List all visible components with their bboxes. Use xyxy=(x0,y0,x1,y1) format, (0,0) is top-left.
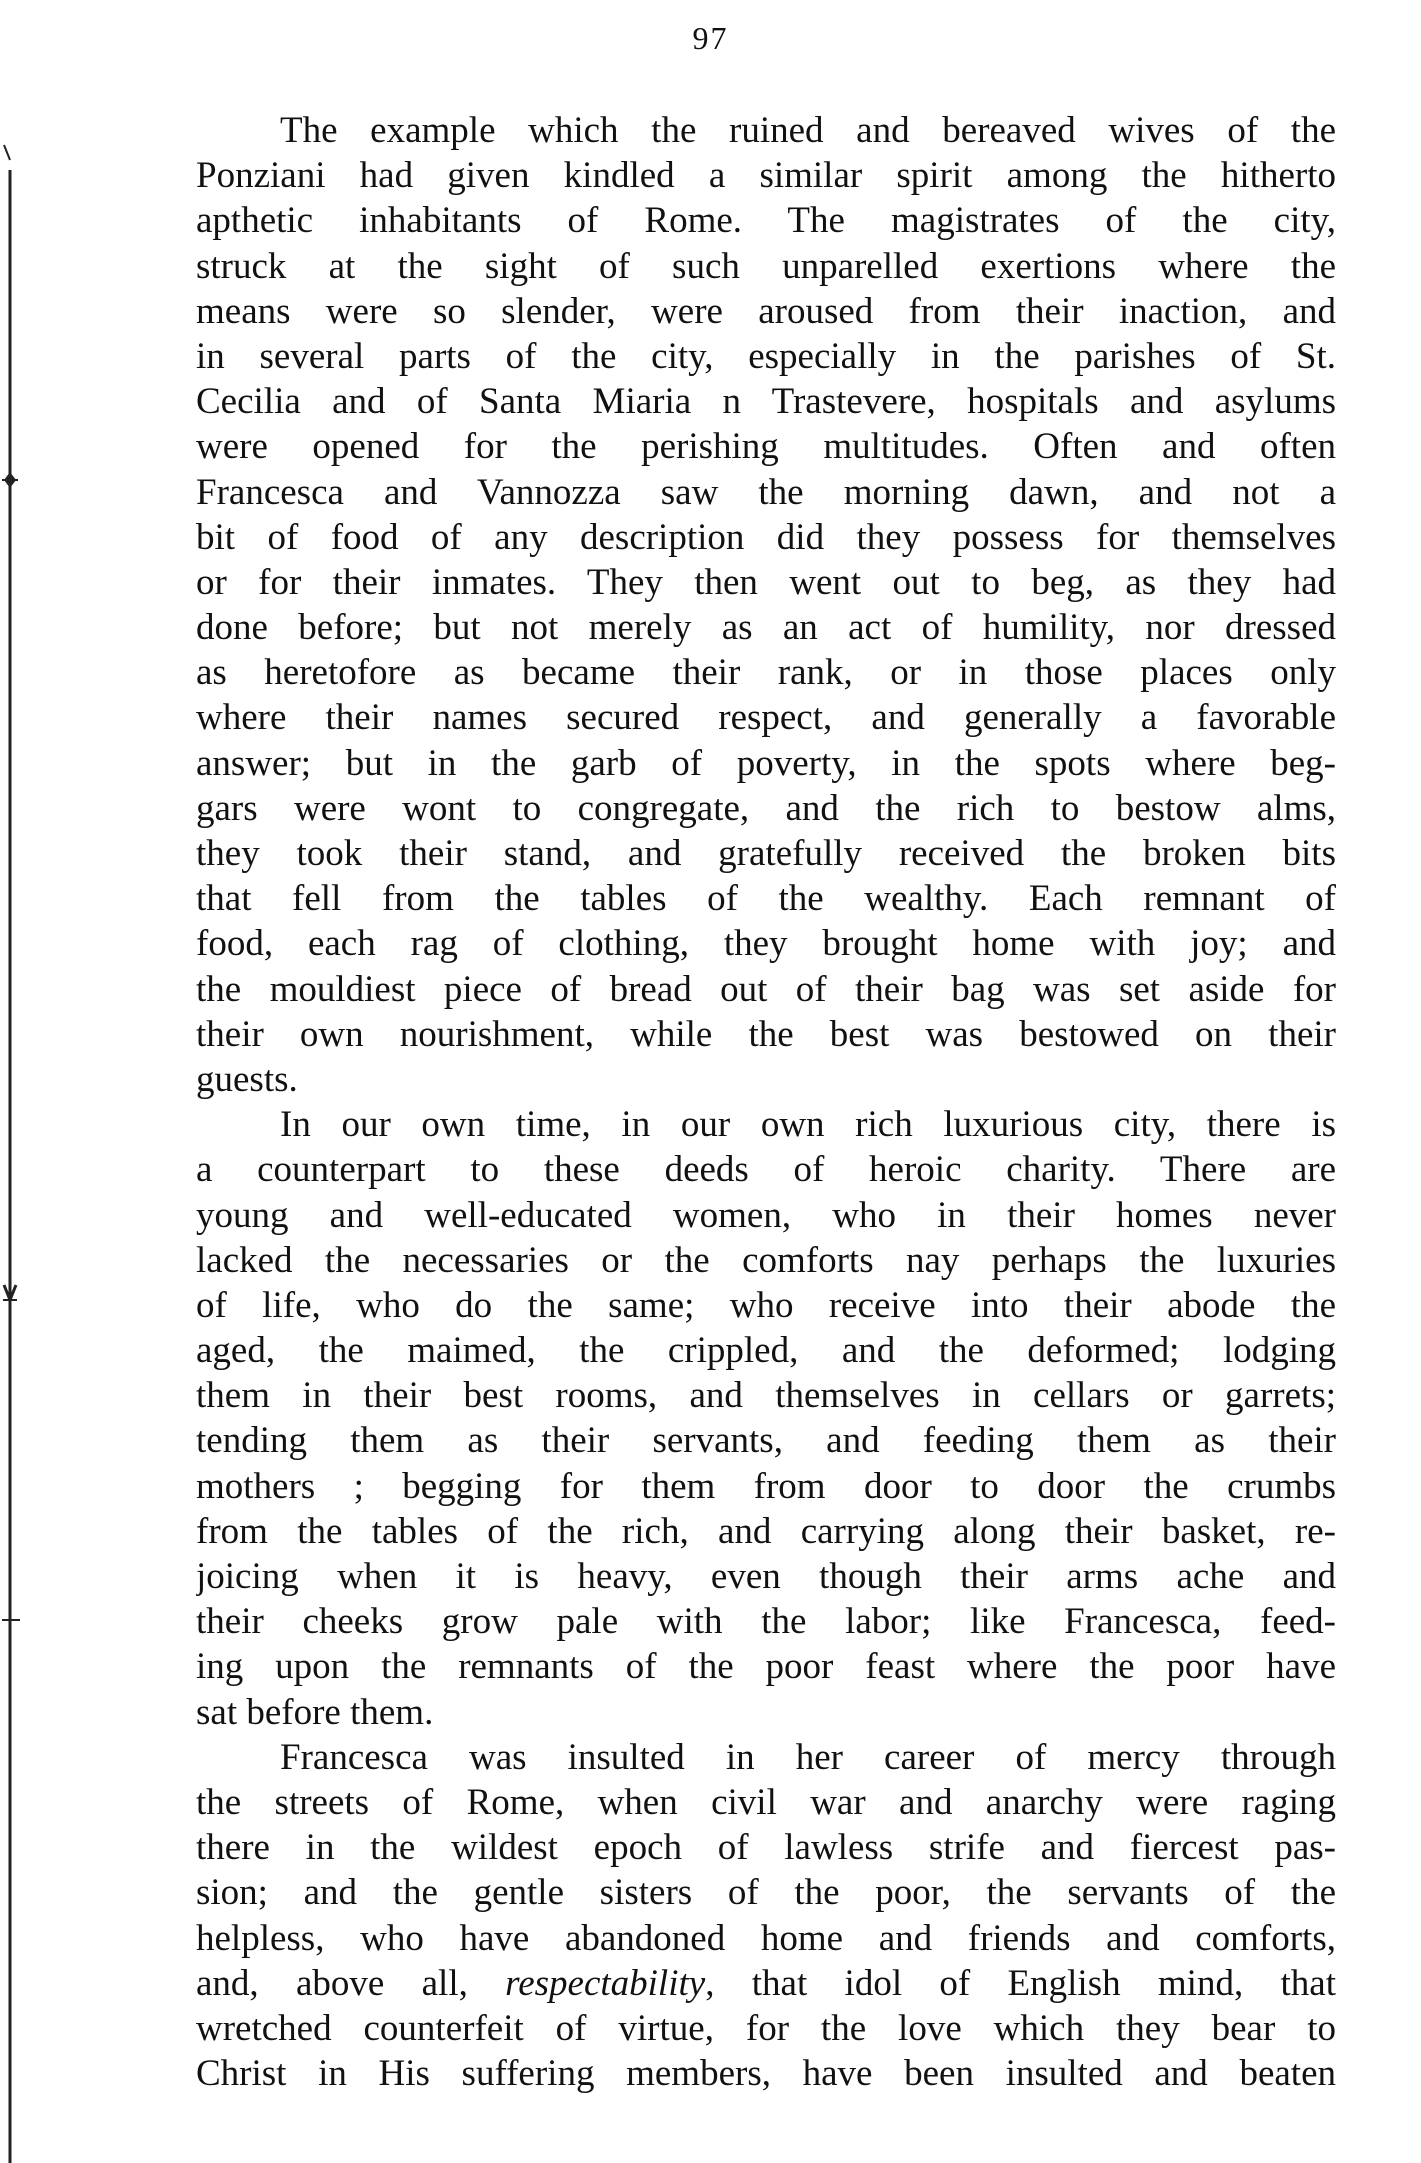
text-line-content: where their names secured respect, and generally a favorable xyxy=(196,697,1336,739)
text-line xyxy=(196,605,1336,650)
text-line xyxy=(196,515,1336,560)
text-line xyxy=(196,1283,1336,1328)
text-line xyxy=(196,1735,1336,1780)
text-line xyxy=(196,1012,1336,1057)
text-line-content: tending them as their servants, and feeding them as their xyxy=(196,1420,1336,1462)
text-line-content: young and well-educated women, who in their homes never xyxy=(196,1194,1336,1236)
text-line xyxy=(196,1509,1336,1554)
text-line-content: and, above all, xyxy=(196,1962,506,2004)
text-line xyxy=(196,1418,1336,1463)
text-line-content: In our own time, in our own rich luxurious city, there is xyxy=(280,1104,1336,1146)
text-line xyxy=(196,1554,1336,1599)
text-line xyxy=(196,424,1336,469)
text-line-content: that fell from the tables of the wealthy. Each remnant of xyxy=(196,878,1336,920)
text-line-content: gars were wont to congregate, and the rich to bestow alms, xyxy=(196,787,1336,829)
text-line-continuation: , that idol of English mind, that xyxy=(705,1962,1336,2004)
text-line xyxy=(196,560,1336,605)
body-text xyxy=(196,108,1336,2096)
text-line xyxy=(196,876,1336,921)
text-line-content: the streets of Rome, when civil war and anarchy were raging xyxy=(196,1781,1336,1823)
text-line-content: there in the wildest epoch of lawless strife and fiercest pas- xyxy=(196,1827,1336,1869)
text-line xyxy=(196,153,1336,198)
text-line xyxy=(196,1238,1336,1283)
text-line xyxy=(196,198,1336,243)
text-line xyxy=(196,1961,1336,2006)
text-line xyxy=(196,470,1336,515)
text-line xyxy=(196,650,1336,695)
text-line-content: the mouldiest piece of bread out of their bag was set aside for xyxy=(196,968,1336,1010)
text-line-content: food, each rag of clothing, they brought home with joy; and xyxy=(196,923,1336,965)
text-line xyxy=(196,1464,1336,1509)
text-line xyxy=(196,786,1336,831)
text-line-content: them in their best rooms, and themselves in cellars or garrets; xyxy=(196,1375,1336,1417)
text-line-content: Cecilia and of Santa Miaria n Trastevere, hospitals and asylums xyxy=(196,381,1336,423)
text-line xyxy=(196,921,1336,966)
text-line xyxy=(196,1599,1336,1644)
text-line-content: means were so slender, were aroused from their inaction, and xyxy=(196,290,1336,332)
text-line xyxy=(196,1916,1336,1961)
text-line-content: sion; and the gentle sisters of the poor, the servants of the xyxy=(196,1872,1336,1914)
text-line-content: or for their inmates. They then went out to beg, as they had xyxy=(196,561,1336,603)
text-line xyxy=(196,1328,1336,1373)
text-line xyxy=(196,1147,1336,1192)
text-line xyxy=(196,244,1336,289)
text-line-content: as heretofore as became their rank, or in those places only xyxy=(196,652,1336,694)
text-line xyxy=(196,1193,1336,1238)
text-line xyxy=(196,1644,1336,1689)
text-line xyxy=(196,2006,1336,2051)
text-line-content: their cheeks grow pale with the labor; like Francesca, feed- xyxy=(196,1601,1336,1643)
text-line xyxy=(196,1057,1336,1102)
text-line xyxy=(196,1870,1336,1915)
text-line xyxy=(196,967,1336,1012)
text-line xyxy=(196,1102,1336,1147)
text-line-content: ing upon the remnants of the poor feast where the poor have xyxy=(196,1646,1336,1688)
text-line xyxy=(196,289,1336,334)
text-line-content: joicing when it is heavy, even though their arms ache and xyxy=(196,1556,1336,1597)
text-line-content: their own nourishment, while the best was bestowed on their xyxy=(196,1013,1336,1055)
text-line-content: Christ in His suffering members, have been insulted and beaten xyxy=(196,2053,1336,2095)
text-line xyxy=(196,1825,1336,1870)
text-line-content: Ponziani had given kindled a similar spirit among the hitherto xyxy=(196,155,1336,197)
text-line-content: they took their stand, and gratefully received the broken bits xyxy=(196,833,1336,874)
text-line xyxy=(196,1690,1336,1735)
text-line xyxy=(196,741,1336,786)
text-line xyxy=(196,379,1336,424)
text-line-content: The example which the ruined and bereaved wives of the xyxy=(280,110,1336,151)
text-line-content: in several parts of the city, especially in the parishes of St. xyxy=(196,335,1336,377)
text-line xyxy=(196,2051,1336,2096)
text-line-content: a counterpart to these deeds of heroic charity. There are xyxy=(196,1149,1336,1191)
text-line xyxy=(196,1780,1336,1825)
italic-emphasis: respectability xyxy=(505,1962,706,2004)
text-line xyxy=(196,108,1336,153)
text-line-content: answer; but in the garb of poverty, in the spots where beg- xyxy=(196,742,1336,784)
margin-rule xyxy=(0,0,60,2163)
text-line-content: aged, the maimed, the crippled, and the deformed; lodging xyxy=(196,1330,1336,1372)
text-line-content: guests. xyxy=(196,1058,298,1100)
text-line-content: apthetic inhabitants of Rome. The magistrates of the city, xyxy=(196,200,1336,242)
text-line-content: from the tables of the rich, and carrying along their basket, re- xyxy=(196,1510,1336,1552)
text-line-content: Francesca and Vannozza saw the morning dawn, and not a xyxy=(196,471,1336,513)
text-line-content: of life, who do the same; who receive into their abode the xyxy=(196,1284,1336,1326)
text-line-content: helpless, who have abandoned home and friends and comforts, xyxy=(196,1917,1336,1959)
text-line-content: mothers ; begging for them from door to door the crumbs xyxy=(196,1465,1336,1507)
text-line-content: bit of food of any description did they possess for themselves xyxy=(196,516,1336,558)
text-line-content: struck at the sight of such unparelled exertions where the xyxy=(196,245,1336,287)
text-line-content: wretched counterfeit of virtue, for the love which they bear to xyxy=(196,2007,1336,2049)
text-line xyxy=(196,334,1336,379)
page-number: 97 xyxy=(692,20,729,56)
text-line xyxy=(196,1373,1336,1418)
text-line-content: were opened for the perishing multitudes. Often and often xyxy=(196,426,1336,468)
text-line-content: sat before them. xyxy=(196,1691,434,1733)
text-line-content: done before; but not merely as an act of humility, nor dressed xyxy=(196,607,1336,649)
text-line-content: Francesca was insulted in her career of mercy through xyxy=(280,1736,1336,1778)
text-line xyxy=(196,831,1336,876)
text-line-content: lacked the necessaries or the comforts nay perhaps the luxuries xyxy=(196,1239,1336,1281)
text-line xyxy=(196,695,1336,740)
